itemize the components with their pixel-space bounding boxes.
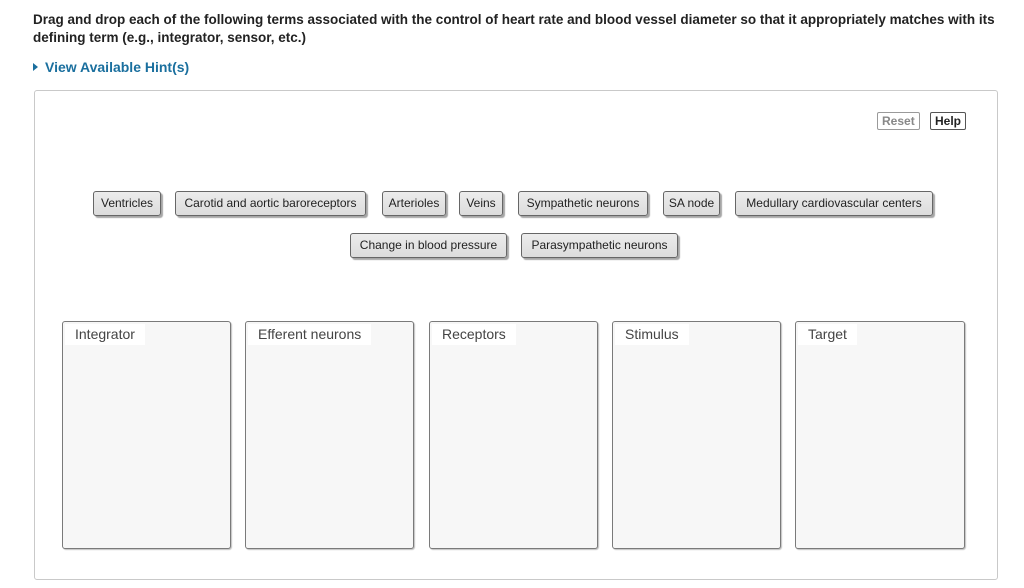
- drop-zone-stimulus[interactable]: [612, 321, 781, 549]
- drop-zone-target[interactable]: [795, 321, 965, 549]
- drop-zone-label: Integrator: [65, 324, 145, 345]
- term-sa-node[interactable]: SA node: [663, 191, 720, 216]
- drag-drop-panel: [34, 90, 998, 580]
- view-hints-label: View Available Hint(s): [45, 59, 190, 75]
- reset-button[interactable]: Reset: [877, 112, 920, 130]
- term-ventricles[interactable]: Ventricles: [93, 191, 161, 216]
- drop-zone-label: Stimulus: [615, 324, 689, 345]
- question-prompt: Drag and drop each of the following terms associated with the control of heart rate and blood vessel diameter so that it appropriately matches with its defining term (e.g., integrator, sensor, etc.): [33, 12, 995, 45]
- term-sympathetic-neurons[interactable]: Sympathetic neurons: [518, 191, 648, 216]
- term-veins[interactable]: Veins: [459, 191, 503, 216]
- term-medullary-cardiovascular-centers[interactable]: Medullary cardiovascular centers: [735, 191, 933, 216]
- drop-zone-label: Efferent neurons: [248, 324, 371, 345]
- term-carotid-aortic-baroreceptors[interactable]: Carotid and aortic baroreceptors: [175, 191, 366, 216]
- term-arterioles[interactable]: Arterioles: [382, 191, 446, 216]
- help-button[interactable]: Help: [930, 112, 966, 130]
- term-parasympathetic-neurons[interactable]: Parasympathetic neurons: [521, 233, 678, 258]
- drop-zone-efferent-neurons[interactable]: [245, 321, 414, 549]
- expand-triangle-icon: [33, 63, 38, 71]
- drop-zone-label: Target: [798, 324, 857, 345]
- view-hints-link[interactable]: [33, 59, 189, 75]
- drop-zone-receptors[interactable]: [429, 321, 598, 549]
- drop-zone-integrator[interactable]: [62, 321, 231, 549]
- drop-zone-label: Receptors: [432, 324, 516, 345]
- term-change-in-blood-pressure[interactable]: Change in blood pressure: [350, 233, 507, 258]
